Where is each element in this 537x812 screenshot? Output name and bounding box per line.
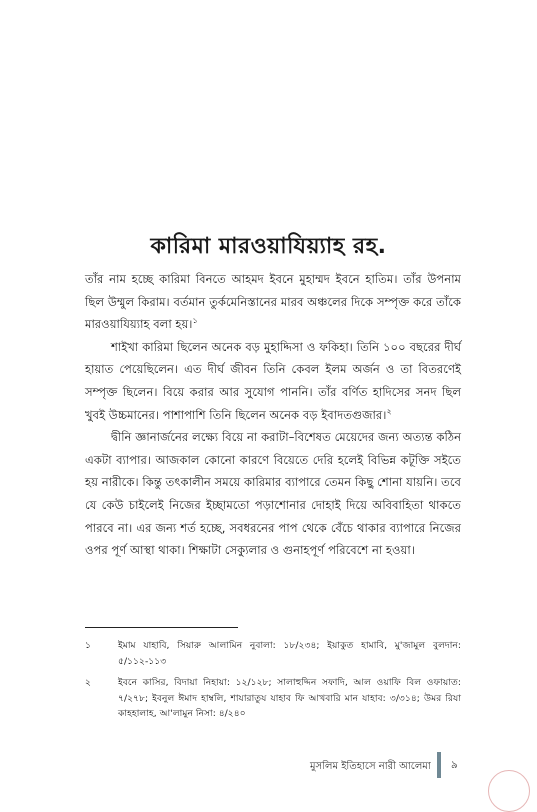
running-footer-title: মুসলিম ইতিহাসে নারী আলেমা xyxy=(310,761,431,772)
footnote-item xyxy=(85,638,461,669)
paragraph-1 xyxy=(85,268,461,336)
footnote-ref-1[interactable]: ১ xyxy=(192,316,198,326)
corner-ornament-icon xyxy=(488,770,530,812)
footer-divider-bar xyxy=(437,752,441,778)
footnote-text: ইমাম যাহাবি, সিয়ারু আলামিন নুবালা: ১৮/২৩৪; ইয়াকুত হামাবি, মু'জামুল বুলদান: ৫/১১২-১১৩ xyxy=(118,640,461,667)
paragraph-2 xyxy=(85,336,461,426)
footnote-ref-2[interactable]: ২ xyxy=(386,406,392,416)
body-text xyxy=(85,268,461,562)
footnote-text: ইবনে কাসির, বিদায়া নিহায়া: ১২/১২৮; সালাহুদ্দিন সফাদি, আল ওয়াফি বিল ওফায়াত: ৭/২৭৮; ইবনুল ঈমাদ হাম্বলি, শাযারাতুয যাহাব ফি আখবারি মান যাহাব: ৩/৩১৪; উমর রিযা কাহহালাহ, আ'লামুন নিসা: ৪/২৪০ xyxy=(118,677,461,719)
footnote-item xyxy=(85,675,461,722)
paragraph-text: তাঁর নাম হচ্ছে কারিমা বিনতে আহমদ ইবনে মুহাম্মদ ইবনে হাতিম। তাঁর উপনাম ছিল উম্মুল কিরাম। বর্তমান তুর্কমেনিস্তানের মারব অঞ্চলের দিকে সম্পৃক্ত করে তাঁকে মারওয়াযিয়্যাহ বলা হয়। xyxy=(85,272,461,332)
paragraph-text: শাইখা কারিমা ছিলেন অনেক বড় মুহাদ্দিসা ও ফকিহা। তিনি ১০০ বছরের দীর্ঘ হায়াত পেয়েছিলেন। এত দীর্ঘ জীবন তিনি কেবল ইলম অর্জন ও তা বিতরণেই সম্পৃক্ত ছিলেন। বিয়ে করার আর সুযোগ পাননি। তাঁর বর্ণিত হাদিসের সনদ ছিল খুবই উচ্চমানের। পাশাপাশি তিনি ছিলেন অনেক বড় ইবাদতগুজার। xyxy=(85,339,461,422)
page-number: ৯ xyxy=(451,759,458,771)
paragraph-3 xyxy=(85,426,461,562)
paragraph-text: দ্বীনি জ্ঞানার্জনের লক্ষ্যে বিয়ে না করাটা–বিশেষত মেয়েদের জন্য অত্যন্ত কঠিন একটা ব্যাপার। আজকাল কোনো কারণে বিয়েতে দেরি হলেই বিভিন্ন কটূক্তি সইতে হয় নারীকে। কিন্তু তৎকালীন সময়ে কারিমার ব্যাপারে তেমন কিছু শোনা যায়নি। তবে যে কেউ চাইলেই নিজের ইচ্ছামতো পড়াশোনার দোহাই দিয়ে অবিবাহিতা থাকতে পারবে না। এর জন্য শর্ত হচ্ছে, সবধরনের পাপ থেকে বেঁচে থাকার ব্যাপারে নিজের ওপর পূর্ণ আস্থা থাকা। শিক্ষাটা সেক্যুলার ও গুনাহপূর্ণ পরিবেশে না হওয়া। xyxy=(85,430,461,558)
footnote-number: ২ xyxy=(85,677,91,688)
footnotes xyxy=(85,638,461,728)
footnote-number: ১ xyxy=(85,640,91,651)
chapter-title: কারিমা মারওয়াযিয়্যাহ রহ. xyxy=(150,233,387,259)
footnote-divider xyxy=(85,627,238,628)
